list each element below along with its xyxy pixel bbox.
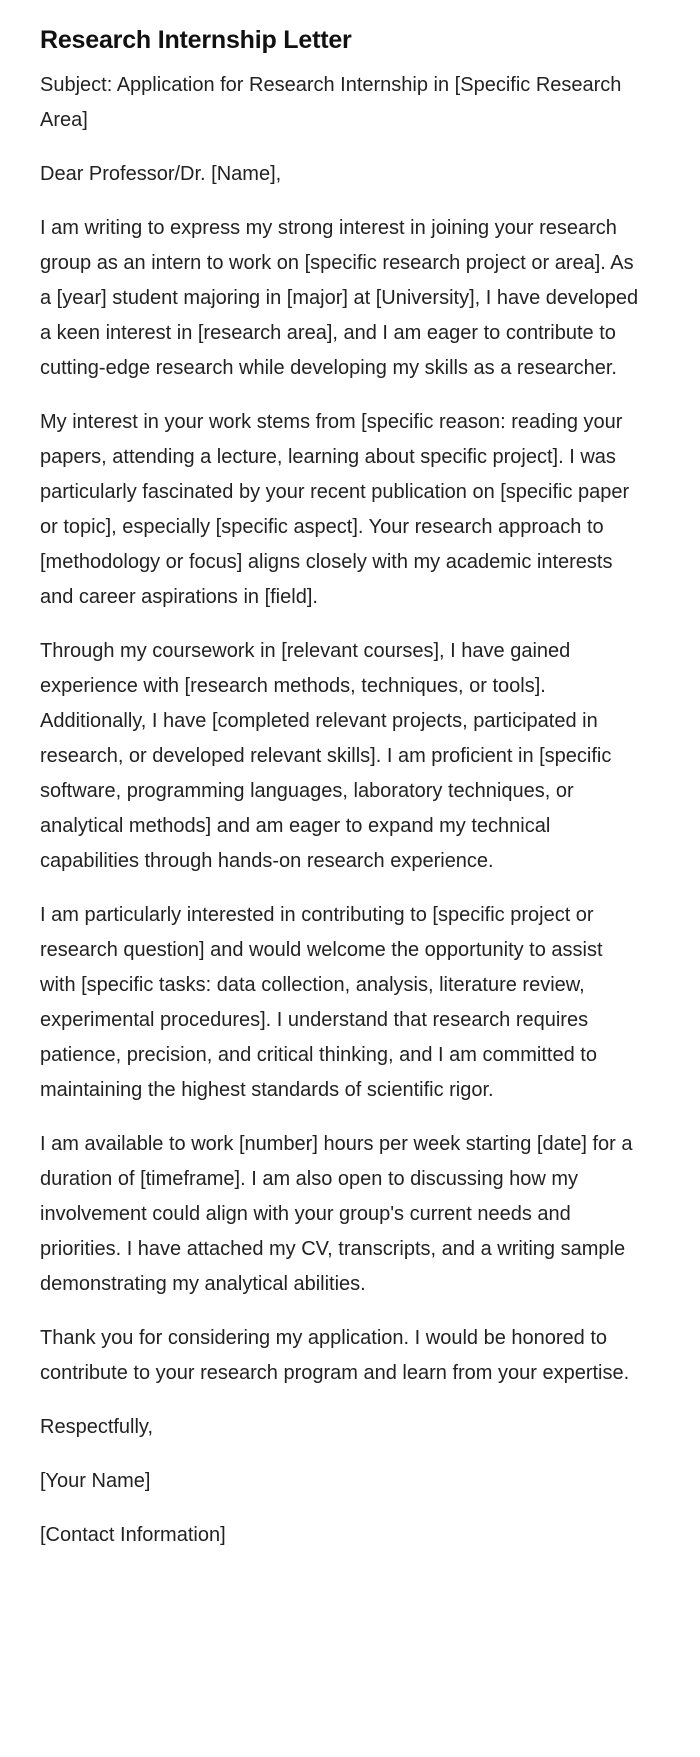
body-paragraph-interest: My interest in your work stems from [specific reason: reading your papers, attending a lecture, learning about specific project]. I was particularly fascinated by your recent publication on [specific paper or topic], especially [specific aspect]. Your research approach to [methodology or focus] aligns closely with my academic interests and career aspirations in [field]. <box>40 411 630 608</box>
closing: Respectfully, <box>40 1416 154 1438</box>
document-title: Research Internship Letter <box>40 26 352 54</box>
subject-line: Subject: Application for Research Internship in [Specific Research Area] <box>40 74 622 131</box>
body-paragraph-thanks: Thank you for considering my application. I would be honored to contribute to your research program and learn from your expertise. <box>40 1327 630 1384</box>
salutation: Dear Professor/Dr. [Name], <box>40 163 282 185</box>
signature-name: [Your Name] <box>40 1470 151 1492</box>
body-paragraph-experience: Through my coursework in [relevant courses], I have gained experience with [research methods, techniques, or tools]. Additionally, I have [completed relevant projects, participated in research, or developed relevant skills]. I am proficient in [specific software, programming languages, laboratory techniques, or analytical methods] and am eager to expand my technical capabilities through hands-on research experience. <box>40 640 612 872</box>
body-paragraph-contribution: I am particularly interested in contributing to [specific project or research question] and would welcome the opportunity to assist with [specific tasks: data collection, analysis, literature review, experimental procedures]. I understand that research requires patience, precision, and critical thinking, and I am committed to maintaining the highest standards of scientific rigor. <box>40 904 603 1101</box>
body-paragraph-intro: I am writing to express my strong interest in joining your research group as an intern to work on [specific research project or area]. As a [year] student majoring in [major] at [University], I have developed a keen interest in [research area], and I am eager to contribute to cutting-edge research while developing my skills as a researcher. <box>40 217 639 379</box>
contact-information: [Contact Information] <box>40 1524 226 1546</box>
body-paragraph-availability: I am available to work [number] hours per week starting [date] for a duration of [timeframe]. I am also open to discussing how my involvement could align with your group's current needs and priorities. I have attached my CV, transcripts, and a writing sample demonstrating my analytical abilities. <box>40 1133 633 1295</box>
